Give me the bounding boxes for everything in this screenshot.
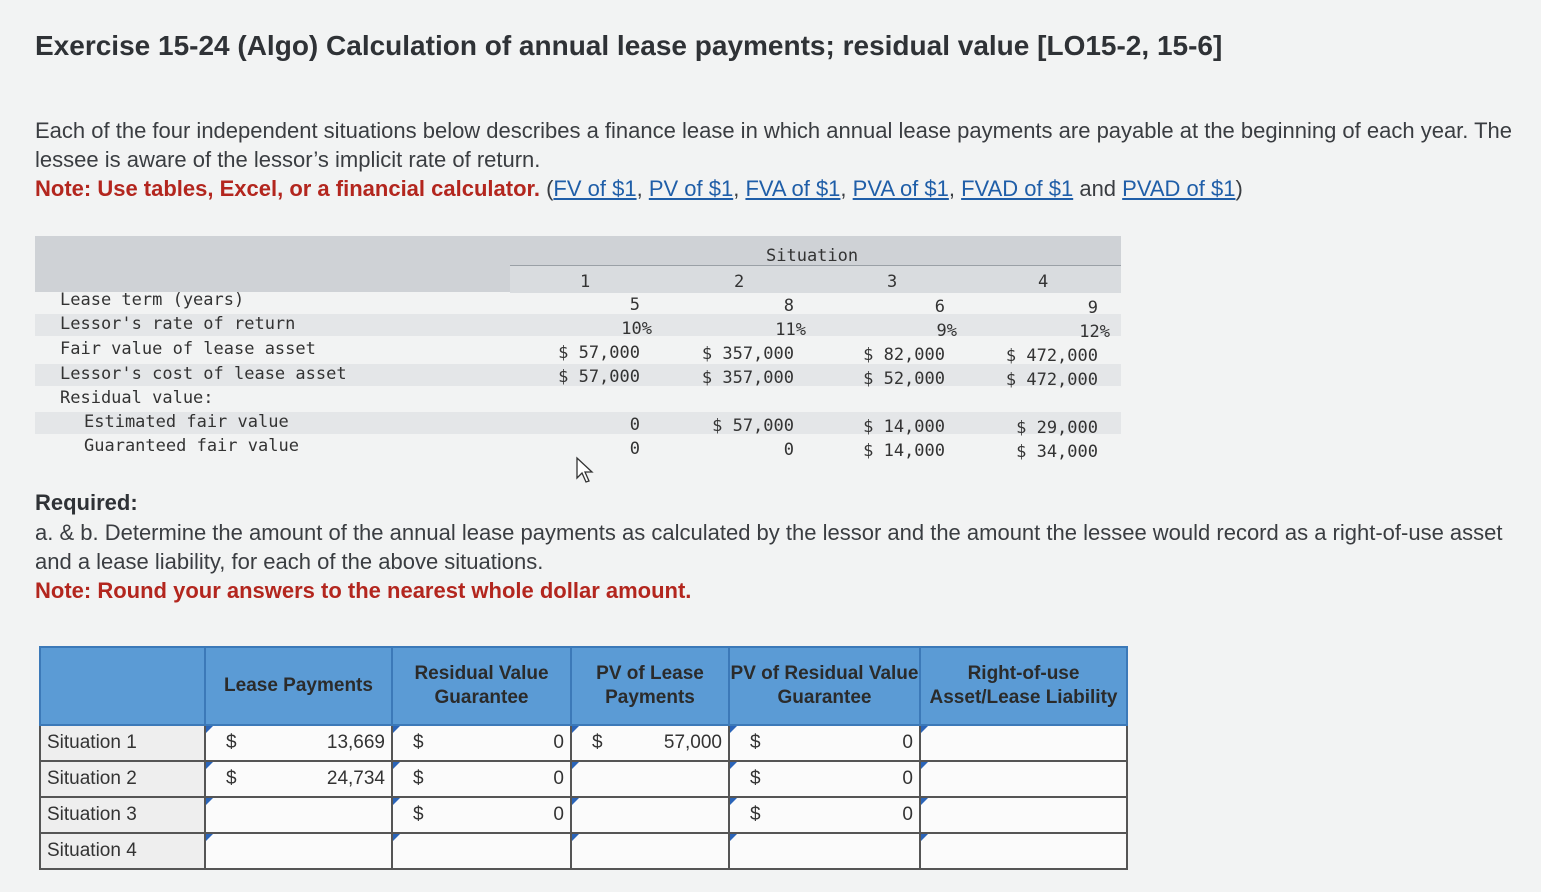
table-row	[40, 797, 1127, 833]
cell-cost-4: $ 472,000	[1005, 370, 1098, 390]
row-label: Situation 3	[40, 797, 205, 833]
pv-lease-payments-input[interactable]	[571, 761, 729, 797]
right-of-use-input[interactable]	[920, 761, 1127, 797]
pv-lease-payments-input[interactable]: $ 57,000	[571, 725, 729, 761]
intro-paragraph: Each of the four independent situations below describes a finance lease in which annual lease payments are payable at the beginning of each year. The lessee is aware of the lessor’s implicit rate of return. Note: Use tables, Excel, or a financial calculator. (FV of $1, PV of $1, FVA of $1, PVA of $1, FVAD of $1 and PVAD of $1)	[35, 118, 1513, 201]
header-pv-lease-payments: PV of Lease Payments	[571, 647, 729, 725]
link-fv[interactable]: FV of $1	[553, 176, 637, 201]
page-title: Exercise 15-24 (Algo) Calculation of annual lease payments; residual value [LO15-2, 15-6]	[35, 30, 1223, 61]
lease-payment-input[interactable]: $ 13,669	[205, 725, 392, 761]
mouse-pointer-icon	[575, 456, 595, 484]
situation-col-4: 4	[1038, 272, 1049, 292]
pv-residual-guarantee-input[interactable]: $ 0	[729, 725, 920, 761]
row-label: Situation 1	[40, 725, 205, 761]
row-label-lease-term: Lease term (years)	[60, 290, 245, 310]
link-pvad[interactable]: PVAD of $1	[1122, 176, 1236, 201]
situation-col-1: 1	[580, 272, 591, 292]
link-fvad[interactable]: FVAD of $1	[961, 176, 1074, 201]
header-residual-value-guarantee: Residual Value Guarantee	[392, 647, 571, 725]
cell-rate-4: 12%	[1079, 322, 1110, 342]
row-label: Situation 2	[40, 761, 205, 797]
cell-est-4: $ 29,000	[1016, 418, 1098, 438]
cell-guar-1: 0	[629, 439, 640, 459]
grid-corner-header	[40, 647, 205, 725]
pv-residual-guarantee-input[interactable]	[729, 833, 920, 869]
cell-cost-1: $ 57,000	[558, 367, 640, 387]
pv-lease-payments-input[interactable]	[571, 797, 729, 833]
situation-header: Situation	[766, 246, 859, 266]
row-label-fair-value: Fair value of lease asset	[60, 339, 316, 359]
residual-guarantee-input[interactable]: $ 0	[392, 761, 571, 797]
cell-fv-1: $ 57,000	[558, 343, 640, 363]
residual-guarantee-input[interactable]: $ 0	[392, 725, 571, 761]
cell-rate-3: 9%	[936, 321, 957, 341]
note-label: Note: Use tables, Excel, or a financial calculator.	[35, 176, 540, 201]
cell-cost-2: $ 357,000	[701, 368, 794, 388]
right-of-use-input[interactable]	[920, 833, 1127, 869]
intro-text: Each of the four independent situations below describes a finance lease in which annual lease payments are payable at the beginning of each year. The lessee is aware of the lessor’s implicit rate of return.	[35, 118, 1513, 172]
cell-guar-3: $ 14,000	[863, 441, 945, 461]
residual-guarantee-input[interactable]: $ 0	[392, 797, 571, 833]
row-label-residual: Residual value:	[60, 388, 214, 408]
right-of-use-input[interactable]	[920, 797, 1127, 833]
situation-col-2: 2	[734, 272, 745, 292]
pv-lease-payments-input[interactable]	[571, 833, 729, 869]
residual-guarantee-input[interactable]	[392, 833, 571, 869]
row-label-guaranteed: Guaranteed fair value	[84, 436, 299, 456]
link-pv[interactable]: PV of $1	[648, 176, 734, 201]
cell-term-3: 6	[934, 297, 945, 317]
lease-payment-input[interactable]: $ 24,734	[205, 761, 392, 797]
cell-rate-1: 10%	[621, 319, 652, 339]
table-row	[40, 761, 1127, 797]
row-label-estimated: Estimated fair value	[84, 412, 289, 432]
header-pv-residual-value-guarantee: PV of Residual Value Guarantee	[729, 647, 920, 725]
cell-cost-3: $ 52,000	[863, 369, 945, 389]
cell-guar-2: 0	[783, 440, 794, 460]
required-heading: Required:	[35, 490, 138, 515]
situation-col-3: 3	[887, 272, 898, 292]
pv-residual-guarantee-input[interactable]: $ 0	[729, 761, 920, 797]
link-fva[interactable]: FVA of $1	[745, 176, 841, 201]
lease-payment-input[interactable]	[205, 833, 392, 869]
right-of-use-input[interactable]	[920, 725, 1127, 761]
pv-residual-guarantee-input[interactable]: $ 0	[729, 797, 920, 833]
cell-term-1: 5	[629, 295, 640, 315]
cell-est-1: 0	[629, 415, 640, 435]
required-text: a. & b. Determine the amount of the annual lease payments as calculated by the lessor and the amount the lessee would record as a right-of-use asset and a lease liability, for each of the above situations.	[35, 520, 1503, 574]
cell-term-4: 9	[1087, 298, 1098, 318]
required-note: Note: Round your answers to the nearest whole dollar amount.	[35, 578, 692, 603]
cell-est-2: $ 57,000	[712, 416, 794, 436]
required-section	[35, 488, 1525, 605]
table-row	[40, 725, 1127, 761]
row-label-rate: Lessor's rate of return	[60, 314, 296, 334]
row-label-cost: Lessor's cost of lease asset	[60, 364, 347, 384]
answer-grid	[39, 646, 1128, 870]
cell-rate-2: 11%	[775, 320, 806, 340]
lease-payment-input[interactable]	[205, 797, 392, 833]
header-right-of-use-asset: Right-of-use Asset/Lease Liability	[920, 647, 1127, 725]
header-lease-payments: Lease Payments	[205, 647, 392, 725]
cell-fv-2: $ 357,000	[701, 344, 794, 364]
row-label: Situation 4	[40, 833, 205, 869]
cell-fv-3: $ 82,000	[863, 345, 945, 365]
cell-est-3: $ 14,000	[863, 417, 945, 437]
table-row	[40, 833, 1127, 869]
cell-fv-4: $ 472,000	[1005, 346, 1098, 366]
cell-term-2: 8	[783, 296, 794, 316]
cell-guar-4: $ 34,000	[1016, 442, 1098, 462]
link-pva[interactable]: PVA of $1	[852, 176, 949, 201]
